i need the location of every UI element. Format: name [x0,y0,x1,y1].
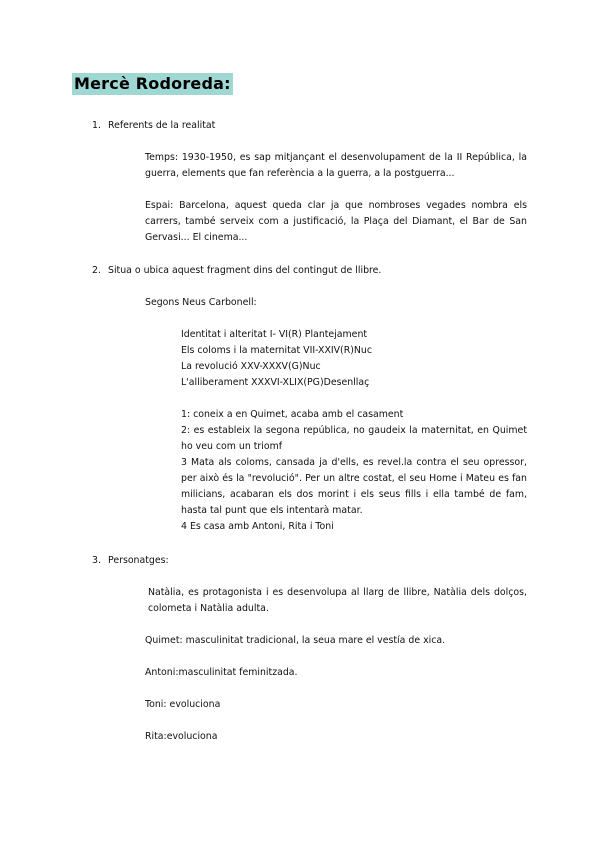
part-2-text: 2: es estableix la segona república, no gaudeix la maternitat, en Quimet ho veu com un triomf [181,425,527,452]
structure-line: La revolució XXV-XXXV(G)Nuc [181,361,321,372]
part-4-text: 4 Es casa amb Antoni, Rita i Toni [181,521,334,532]
segons-intro: Segons Neus Carbonell: [145,297,257,308]
section-3-number: 3. [92,555,101,566]
temps-paragraph: Temps: 1930-1950, es sap mitjançant el desenvolupament de la II República, la guerra, elements que fan referència a la guerra, a la postguerra... [145,152,527,179]
section-3-heading: Personatges: [108,555,169,566]
part-3-text: 3 Mata als coloms, cansada ja d'ells, es revel.la contra el seu opressor, per això és la "revolució". Per un altre costat, el seu Home i Mateu es fan milicians, acabaran els dos morint i els seus fills i ella també de fam, hasta tal punt que els intentarà matar. [181,457,527,516]
part-1-text: 1: coneix a en Quimet, acaba amb el casament [181,409,404,420]
quimet-paragraph: Quimet: masculinitat tradicional, la seua mare el vestía de xica. [145,635,446,646]
structure-line: Els coloms i la maternitat VII-XXIV(R)Nuc [181,345,372,356]
natalia-paragraph: Natàlia, es protagonista i es desenvolupa al llarg de llibre, Natàlia dels dolços, colometa i Natàlia adulta. [148,587,527,614]
section-2-number: 2. [92,265,101,276]
structure-line: L'alliberament XXXVI-XLIX(PG)Desenllaç [181,377,370,388]
section-1-heading: Referents de la realitat [108,120,216,131]
toni-paragraph: Toni: evoluciona [145,699,221,710]
rita-paragraph: Rita:evoluciona [145,731,218,742]
espai-paragraph: Espai: Barcelona, aquest queda clar ja que nombroses vegades nombra els carrers, també serveix com a justificació, la Plaça del Diamant, el Bar de San Gervasi... El cinema... [145,200,527,243]
antoni-paragraph: Antoni:masculinitat feminitzada. [145,667,298,678]
section-2-heading: Situa o ubica aquest fragment dins del contingut de llibre. [108,265,382,276]
section-1-number: 1. [92,120,101,131]
page-title: Mercè Rodoreda: [74,74,231,93]
structure-line: Identitat i alteritat I- VI(R) Plantejament [181,329,368,340]
